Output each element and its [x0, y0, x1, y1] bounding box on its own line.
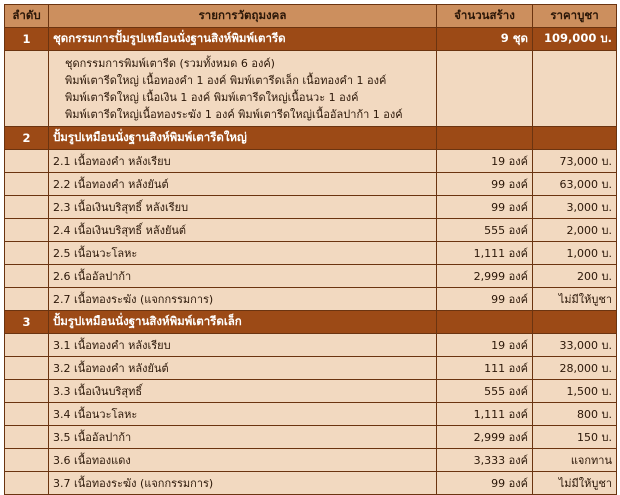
cell-item-description: 2.1 เนื้อทองคำ หลังเรียบ	[49, 150, 437, 173]
cell-quantity: 99 องค์	[437, 288, 533, 311]
detail-line: ชุดกรรมการพิมพ์เตารีด (รวมทั้งหมด 6 องค์)	[65, 56, 275, 70]
cell-quantity: 19 องค์	[437, 150, 533, 173]
cell-quantity	[437, 127, 533, 150]
cell-order	[5, 472, 49, 495]
cell-order	[5, 334, 49, 357]
cell-price: 3,000 บ.	[533, 196, 617, 219]
cell-item-description: 2.6 เนื้ออัลปาก้า	[49, 265, 437, 288]
table-row	[5, 196, 617, 219]
cell-order	[5, 219, 49, 242]
table-row	[5, 357, 617, 380]
table-row	[5, 265, 617, 288]
cell-item-description: 3.4 เนื้อนวะโลหะ	[49, 403, 437, 426]
cell-quantity: 1,111 องค์	[437, 403, 533, 426]
cell-item-description: 3.2 เนื้อทองคำ หลังยันต์	[49, 357, 437, 380]
cell-item-description: 2.3 เนื้อเงินบริสุทธิ์ หลังเรียบ	[49, 196, 437, 219]
cell-price	[533, 127, 617, 150]
column-header-quantity: จำนวนสร้าง	[437, 5, 533, 28]
cell-item-description: 2.2 เนื้อทองคำ หลังยันต์	[49, 173, 437, 196]
cell-price: ไม่มีให้บูชา	[533, 288, 617, 311]
cell-quantity: 99 องค์	[437, 196, 533, 219]
cell-item-description: 3.6 เนื้อทองแดง	[49, 449, 437, 472]
cell-item-description: 3.3 เนื้อเงินบริสุทธิ์	[49, 380, 437, 403]
cell-price: 33,000 บ.	[533, 334, 617, 357]
cell-price: 63,000 บ.	[533, 173, 617, 196]
table-row	[5, 173, 617, 196]
cell-order	[5, 449, 49, 472]
cell-price: 200 บ.	[533, 265, 617, 288]
cell-order	[5, 51, 49, 127]
cell-order: 3	[5, 311, 49, 334]
table-row	[5, 403, 617, 426]
cell-quantity	[437, 311, 533, 334]
cell-price: 150 บ.	[533, 426, 617, 449]
cell-order	[5, 242, 49, 265]
cell-quantity: 2,999 องค์	[437, 426, 533, 449]
cell-item-description: 2.4 เนื้อเงินบริสุทธิ์ หลังยันต์	[49, 219, 437, 242]
cell-price	[533, 311, 617, 334]
cell-order	[5, 173, 49, 196]
table-row	[5, 426, 617, 449]
cell-price: ไม่มีให้บูชา	[533, 472, 617, 495]
table-row	[5, 219, 617, 242]
cell-order	[5, 426, 49, 449]
cell-quantity: 3,333 องค์	[437, 449, 533, 472]
cell-price: 1,500 บ.	[533, 380, 617, 403]
cell-order	[5, 265, 49, 288]
table-row	[5, 288, 617, 311]
cell-item-description: 2.7 เนื้อทองระฆัง (แจกกรรมการ)	[49, 288, 437, 311]
cell-order	[5, 150, 49, 173]
table-row	[5, 380, 617, 403]
cell-price: 28,000 บ.	[533, 357, 617, 380]
detail-line: พิมพ์เตารีดใหญ่ เนื้อทองคำ 1 องค์ พิมพ์เตารีดเล็ก เนื้อทองคำ 1 องค์	[65, 73, 387, 87]
cell-quantity: 2,999 องค์	[437, 265, 533, 288]
table-row-section	[5, 311, 617, 334]
cell-item-description: ชุดกรรมการปั้มรูปเหมือนนั่งฐานสิงห์พิมพ์เตารีด	[49, 28, 437, 51]
table-row-section	[5, 127, 617, 150]
cell-item-description: 3.1 เนื้อทองคำ หลังเรียบ	[49, 334, 437, 357]
table-header	[5, 5, 617, 28]
cell-quantity: 111 องค์	[437, 357, 533, 380]
cell-order	[5, 196, 49, 219]
detail-line: พิมพ์เตารีดใหญ่ เนื้อเงิน 1 องค์ พิมพ์เตารีดใหญ่เนื้อนวะ 1 องค์	[65, 90, 359, 104]
column-header-price: ราคาบูชา	[533, 5, 617, 28]
cell-order	[5, 357, 49, 380]
table-row	[5, 242, 617, 265]
cell-order	[5, 403, 49, 426]
cell-quantity	[437, 51, 533, 127]
cell-item-description: 3.7 เนื้อทองระฆัง (แจกกรรมการ)	[49, 472, 437, 495]
cell-order	[5, 380, 49, 403]
cell-price	[533, 51, 617, 127]
cell-item-description: ปั้มรูปเหมือนนั่งฐานสิงห์พิมพ์เตารีดเล็ก	[49, 311, 437, 334]
table-row-section	[5, 28, 617, 51]
cell-item-description	[49, 51, 437, 127]
table-header-row	[5, 5, 617, 28]
cell-price: 109,000 บ.	[533, 28, 617, 51]
cell-order: 1	[5, 28, 49, 51]
cell-price: 73,000 บ.	[533, 150, 617, 173]
cell-item-description: ปั้มรูปเหมือนนั่งฐานสิงห์พิมพ์เตารีดใหญ่	[49, 127, 437, 150]
table-row	[5, 472, 617, 495]
cell-item-description: 2.5 เนื้อนวะโลหะ	[49, 242, 437, 265]
cell-quantity: 555 องค์	[437, 380, 533, 403]
table-body	[5, 28, 617, 495]
table-row-detail	[5, 51, 617, 127]
table-row	[5, 449, 617, 472]
detail-line: พิมพ์เตารีดใหญ่เนื้อทองระฆัง 1 องค์ พิมพ์เตารีดใหญ่เนื้ออัลปาก้า 1 องค์	[65, 107, 403, 121]
cell-quantity: 1,111 องค์	[437, 242, 533, 265]
cell-order	[5, 288, 49, 311]
amulet-price-table	[4, 4, 617, 495]
cell-price: 2,000 บ.	[533, 219, 617, 242]
cell-quantity: 9 ชุด	[437, 28, 533, 51]
cell-quantity: 99 องค์	[437, 472, 533, 495]
cell-quantity: 555 องค์	[437, 219, 533, 242]
column-header-item: รายการวัตถุมงคล	[49, 5, 437, 28]
table-row	[5, 334, 617, 357]
cell-quantity: 19 องค์	[437, 334, 533, 357]
cell-price: 1,000 บ.	[533, 242, 617, 265]
cell-quantity: 99 องค์	[437, 173, 533, 196]
cell-price: แจกทาน	[533, 449, 617, 472]
cell-item-description: 3.5 เนื้ออัลปาก้า	[49, 426, 437, 449]
cell-order: 2	[5, 127, 49, 150]
column-header-order: ลำดับ	[5, 5, 49, 28]
table-row	[5, 150, 617, 173]
cell-price: 800 บ.	[533, 403, 617, 426]
